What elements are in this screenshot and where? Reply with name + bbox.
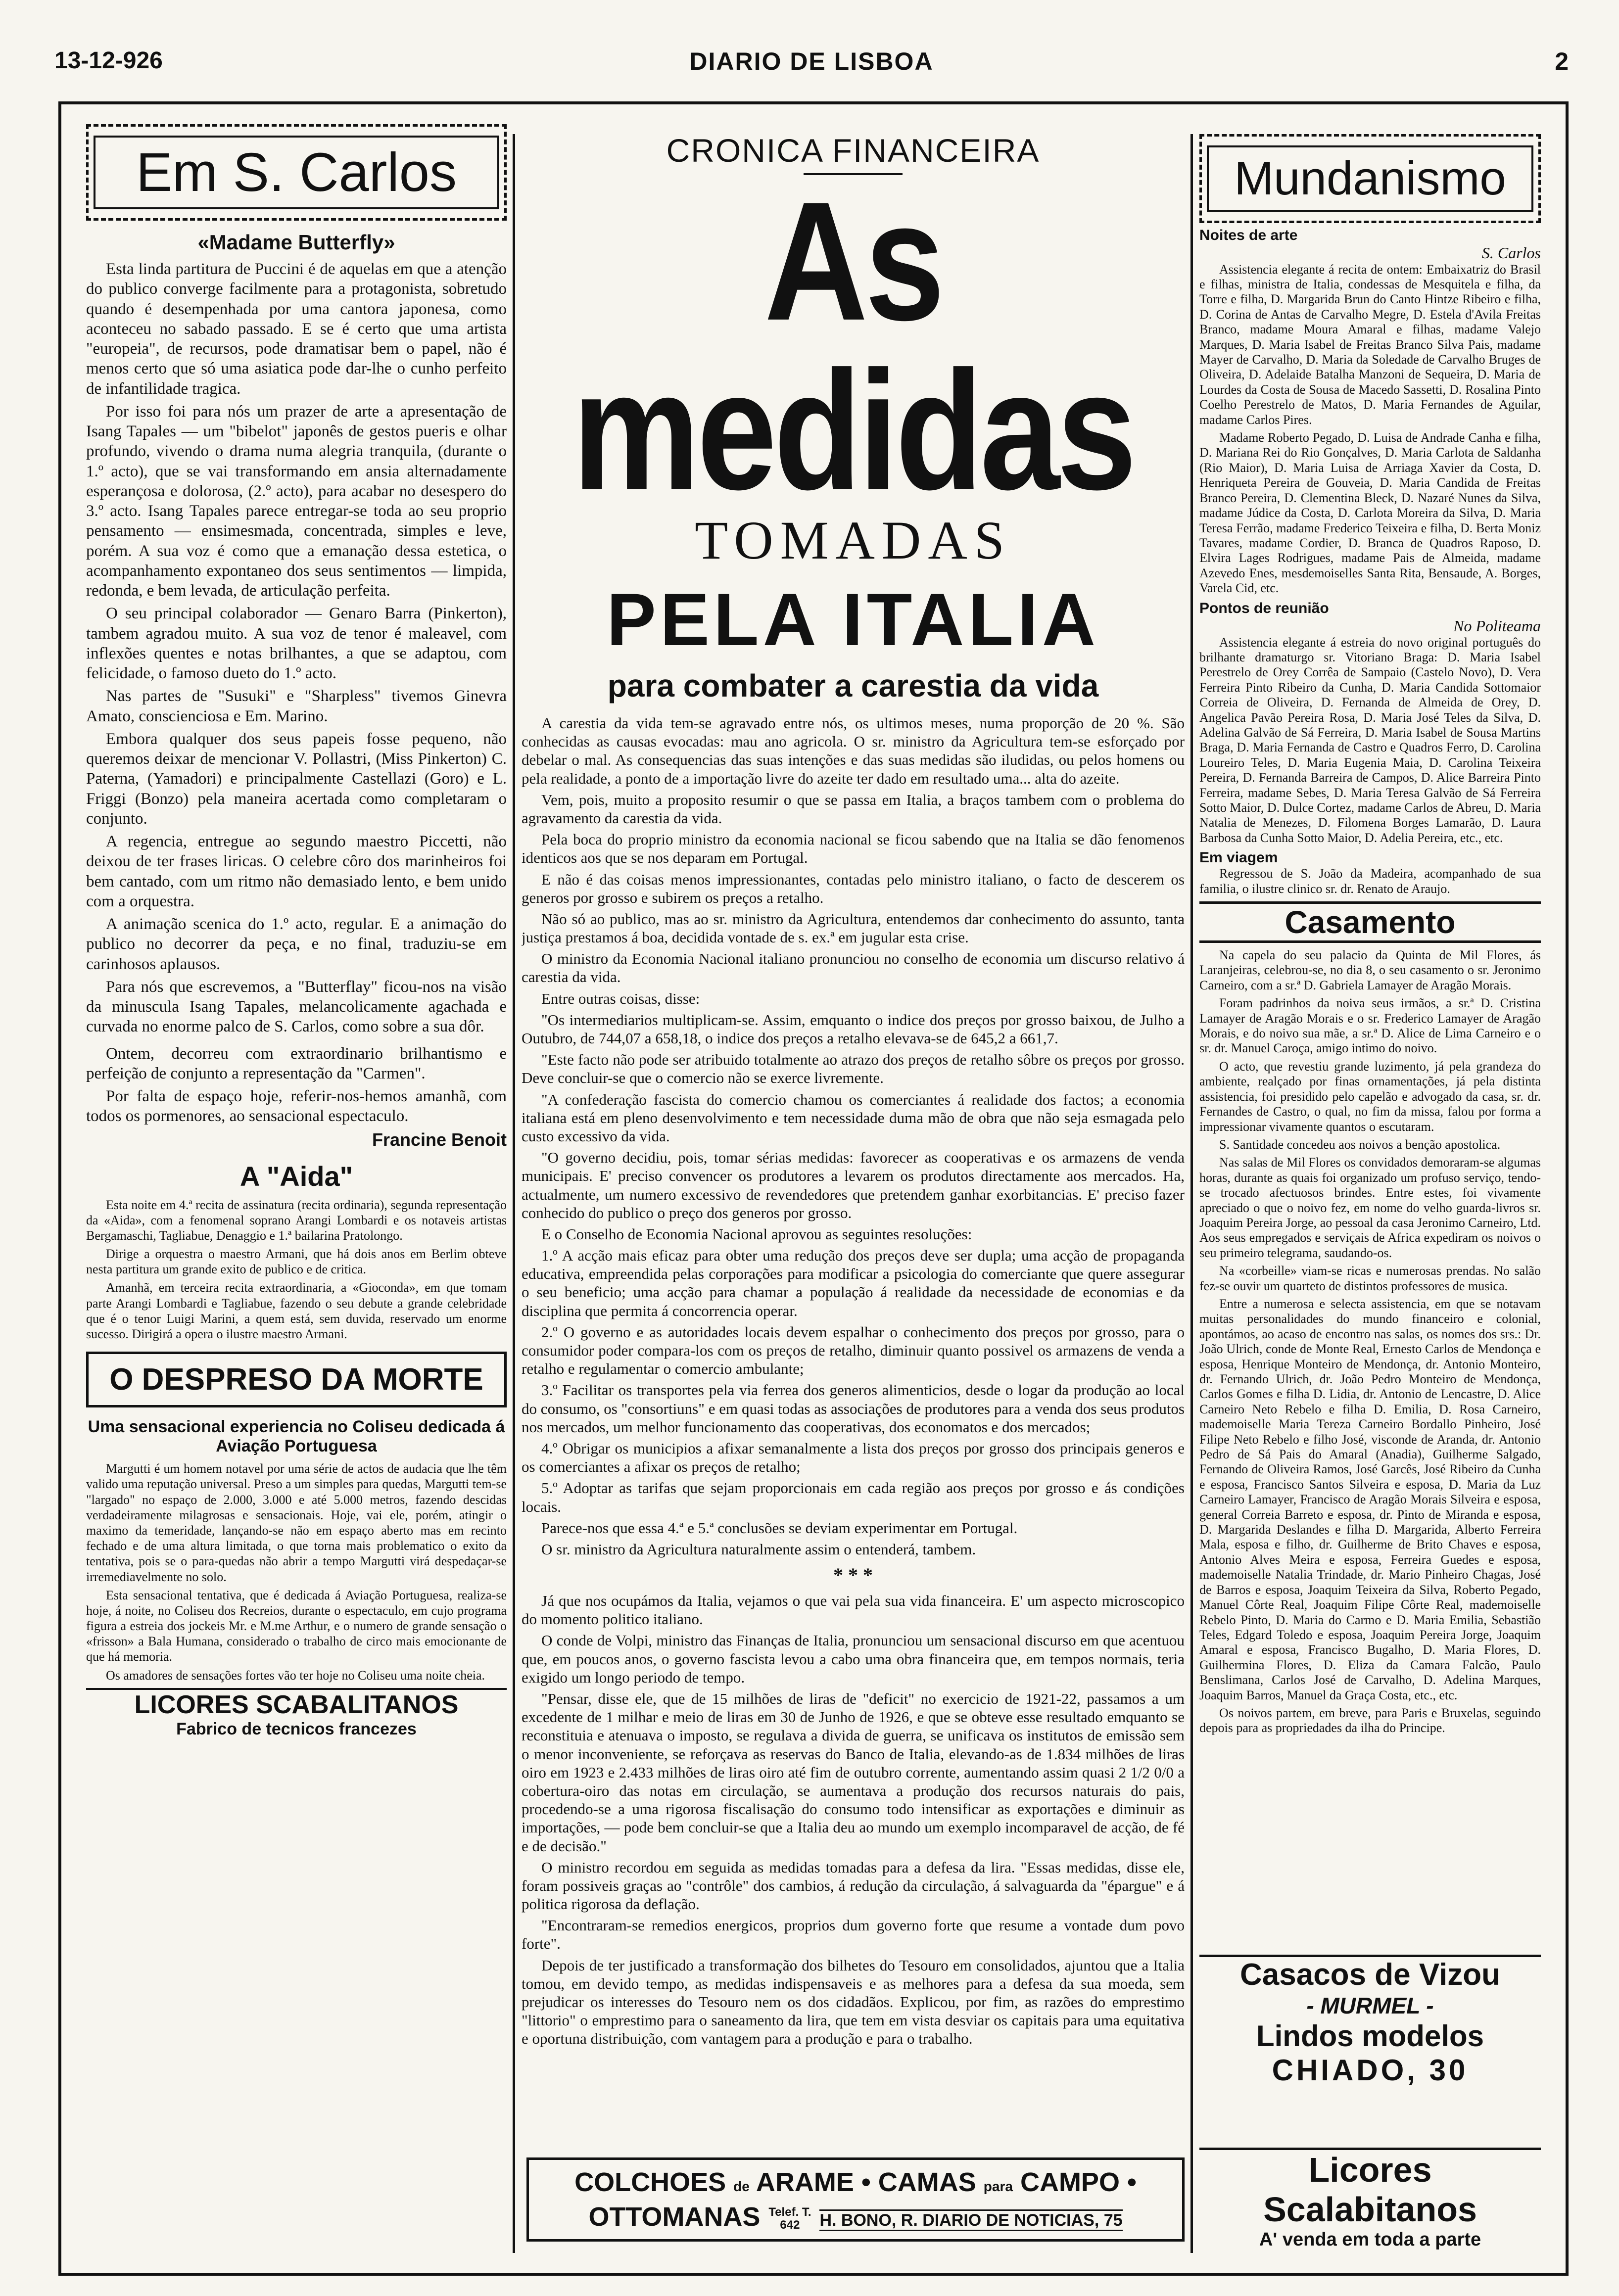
paragraph: Entre outras coisas, disse:	[541, 989, 700, 1007]
paragraph: O seu principal colaborador — Genaro Barra (Pinkerton), tambem agradou muito. A sua voz de tenor é maleavel, com inflexões quentes e notas brilhantes, a que se adaptou, com felicidade, o famoso dueto do 1.º acto.	[86, 605, 507, 682]
ad-licores-scalabitanos	[1199, 2148, 1541, 2250]
paragraph: 1.º A acção mais eficaz para obter uma redução dos preços deve ser dupla; uma acção de propaganda educativa, empreendida pelas corporações para modificar a psicologia do comerciante que quere assegurar o seu beneficio; uma acção para chamar a população á realidade da necessidade de economias e da disciplina que permita á concorrencia operar.	[522, 1247, 1185, 1319]
signature: Francine Benoit	[372, 1129, 507, 1150]
article-cronica-financeira	[522, 714, 1185, 2048]
ad-line: Licores Scalabitanos	[1263, 2151, 1477, 2229]
paragraph: Por falta de espaço hoje, referir-nos-hemos amanhã, com todos os pormenores, ao sensacional espectaculo.	[86, 1087, 507, 1125]
ad-despreso-da-morte: O DESPRESO DA MORTE	[86, 1352, 507, 1407]
ad-text: OTTOMANAS	[588, 2202, 761, 2232]
ad-line: Casacos de Vizou	[1239, 1958, 1501, 1992]
paragraph: Depois de ter justificado a transformação dos bilhetes do Tesouro em consolidados, ajuntou que a Italia tomou, em devido tempo, as medidas indispensaveis e as melhores para a defesa da sua moeda, sem prejudicar os interesses do Tesouro nem os dos cidadãos. Explicou, por fim, as razões do emprestimo "littorio" o emprestimo para o saneamento da lira, que tem em vista desviar os capitais para uma equitativa e oportuna distribuição, com vantagem para a produção e para o trabalho.	[522, 1956, 1185, 2048]
section-box-mundanismo	[1199, 134, 1541, 223]
paragraph: "A confederação fascista do comercio chamou os comerciantes á realidade dos factos; a economia italiana está em pleno desenvolvimento e tem necessidade duma mão de obra que não seja esmagada pelo custo excessivo da vida.	[522, 1090, 1185, 1145]
paragraph: O conde de Volpi, ministro das Finanças de Italia, pronunciou um sensacional discurso em que acentuou que, em poucos anos, o governo fascista levou a cabo uma obra financeira que, em tempos normais, teria exigido um longo periodo de tempo.	[522, 1632, 1185, 1686]
paragraph: O ministro da Economia Nacional italiano pronunciou no conselho de economia um discurso relativo á carestia da vida.	[522, 950, 1185, 986]
column-right	[1199, 104, 1541, 2273]
paragraph: "Os intermediarios multiplicam-se. Assim, emquanto o indice dos preços por grosso baixou, de Julho a Outubro, de 744,07 a 658,18, o indice dos preços a retalho elevava-se de 645,2 a 661,7.	[522, 1011, 1185, 1047]
paragraph: Parece-nos que essa 4.ª e 5.ª conclusões se deviam experimentar em Portugal.	[541, 1519, 1018, 1537]
headline-deck: para combater a carestia da vida	[607, 668, 1099, 703]
paragraph: Os amadores de sensações fortes vão ter hoje no Coliseu uma noite cheia.	[106, 1668, 485, 1683]
ad-line: Lindos modelos	[1256, 2019, 1484, 2053]
paragraph: Madame Roberto Pegado, D. Luisa de Andrade Canha e filha, D. Mariana Rei do Rio Gonçalves, D. Maria Carlota de Saldanha (Rio Maior), D. Maria Luisa de Arriaga Xavier da Costa, D. Henriqueta Pereira de Gouveia, D. Maria Candida de Freitas Branco Pereira, D. Clementina Bleck, D. Nazaré Nunes da Silva, madame Júdice da Costa, D. Carlota Moreira da Silva, D. Maria Teresa Ferrão, madame Frederico Teixeira e filha, D. Berta Moniz Tavares, madame Cordier, D. Branca de Quadros Raposo, D. Elvira Lages Rodrigues, madame Pais de Almeida, madame Azevedo Enes, mesdemoiselles Santa Rita, Bensaude, A. Borges, Varela Cid, etc.	[1199, 430, 1541, 596]
paragraph: A animação scenica do 1.º acto, regular. E a animação do publico no decorrer da peça, e no final, traduziu-se em carinhosos aplausos.	[86, 915, 507, 973]
paragraph: A regencia, entregue ao segundo maestro Piccetti, não deixou de ter frases liricas. O celebre côro dos marinheiros foi bem cantado, com um ritmo não demasiado lento, e bem unido com a orquestra.	[86, 833, 507, 910]
paragraph: Esta linda partitura de Puccini é de aquelas em que a atenção do publico converge facilmente para a protagonista, sobretudo quando é desempenhada por uma cantora japonesa, como aconteceu no sabado passado. E se é certo que uma artista "europeia", de recursos, pode dramatisar bem o papel, não é menos certo que só uma asiatica pode dar-lhe o cunho perfeito de infantilidade tragica.	[86, 260, 507, 398]
ad-line: CHIADO, 30	[1272, 2054, 1469, 2087]
ad-licores-scabalitanos	[86, 1688, 507, 1739]
page-number: 2	[1555, 47, 1569, 75]
paragraph: Margutti é um homem notavel por uma série de actos de audacia que lhe têm valido uma reputação universal. Preso a um simples para quedas, Margutti tem-se "largado" no espaço de 2.000, 3.000 e até 5.000 metros, fazendo descidas verdadeiramente milagrosas e sensacionais. Hoje, vai ele, porém, atingir o maximo da temeridade, lançando-se não em espaço aberto mas em recinto fechado e de uma altura limitada, o que torna mais problematico o exito da tentativa, pois se o para-quedas não abrir a tempo Margutti virá despedaçar-se irremediavelmente no solo.	[86, 1461, 507, 1584]
column-divider	[513, 134, 515, 2253]
ad-line	[529, 2200, 1182, 2234]
section-title: Mundanismo	[1207, 145, 1533, 212]
ad-text: de	[733, 2179, 750, 2194]
ad-line: A' venda em toda a parte	[1259, 2229, 1481, 2250]
kicker: CRONICA FINANCEIRA	[666, 132, 1040, 169]
paragraph: Dirige a orquestra o maestro Armani, que há dois anos em Berlim obteve nesta partitura um grande exito de publico e de critica.	[86, 1247, 507, 1277]
ad-text: COLCHOES	[574, 2167, 726, 2197]
paragraph: "Encontraram-se remedios energicos, proprios dum governo forte que resume a vontade dum povo forte".	[522, 1917, 1185, 1953]
paragraph: A carestia da vida tem-se agravado entre nós, os ultimos meses, numa proporção de 20 %. São conhecidas as causas evocadas: mau ano agricola. O sr. ministro da Agricultura tem-se esforçado por debelar o mal. As consequencias das suas intenções e das suas medidas são iludidas, ou pelos homens ou pela realidade, a ponto de a importação livre do azeite ter dado em resultado uma... alta do azeite.	[522, 714, 1185, 787]
paragraph: Esta sensacional tentativa, que é dedicada á Aviação Portuguesa, realiza-se hoje, á noite, no Coliseu dos Recreios, durante o espectaculo, em cujo programa figura a estreia dos jockeis Mr. e M.me Arthur, e o numero de grande sensação o «frisson» a Bala Humana, considerado o trabalho de circo mais emocionante de que há memoria.	[86, 1588, 507, 1664]
paragraph: Não só ao publico, mas ao sr. ministro da Agricultura, entendemos dar conhecimento do assunto, tanta justiça prestamos á boa, decidida vontade de s. ex.ª em jugular esta crise.	[522, 910, 1185, 946]
paragraph: Pela boca do proprio ministro da economia nacional se ficou sabendo que na Italia se dão fenomenos identicos aos que se nos deparam em Portugal.	[522, 831, 1185, 867]
paragraph: O sr. ministro da Agricultura naturalmente assim o entenderá, tambem.	[541, 1540, 976, 1558]
paragraph: "O governo decidiu, pois, tomar sérias medidas: favorecer as cooperativas e os armazens de venda municipais. E' preciso convencer os produtores a levarem os produtos directamente aos mercados. Ha, actualmente, um numero excessivo de revendedores que pretendem ganhar exorbitancias. E' preciso fazer conhecido do publico o preço dos generos por grosso.	[522, 1149, 1185, 1221]
paragraph: 2.º O governo e as autoridades locais devem espalhar o conhecimento dos preços por grosso, para o consumidor poder compara-los com os preços de retalho, diminuir quanto possivel os armazens de venda a retalho e regulamentar o comercio ambulante;	[522, 1323, 1185, 1378]
subsection-title: Em viagem	[1199, 849, 1278, 866]
venue: S. Carlos	[1481, 243, 1541, 262]
paragraph: "Este facto não pode ser atribuido totalmente ao atrazo dos preços de retalho sôbre os preços por grosso. Deve concluir-se que o comercio não se exerce livremente.	[522, 1051, 1185, 1087]
article-madame-butterfly	[86, 259, 507, 1126]
ad-text: para	[983, 2179, 1013, 2194]
paragraph: Esta noite em 4.ª recita de assinatura (recita ordinaria), segunda representação da «Aida», com a fenomenal soprano Arangi Lombardi e os notaveis artistas Bergamaschi, Tagliabue, Denaggio e 1.ª bailarina Pratolongo.	[86, 1197, 507, 1243]
section-title: Em S. Carlos	[94, 136, 499, 209]
paragraph: Assistencia elegante á estreia do novo original português do brilhante dramaturgo sr. Vitoriano Braga: D. Maria Isabel Perestrelo de Orey Corrêa de Sampaio (Castelo Novo), D. Vera Ferreira Pinto Ribeiro da Cunha, D. Maria Candida Sottomaior Correia de Oliveira, D. Fernanda de Almeida de Orey, D. Angelica Pavão Pereira Rosa, D. Maria José Teles da Silva, D. Adelina Galvão de Sá Ferreira, D. Maria Isabel de Sousa Martins Braga, D. Maria Fernanda de Castro e Quadros Ferro, D. Carolina Loureiro Teles, D. Maria Eugenia Maia, D. Carolina Teixeira Pereira, D. Fernanda Barreira de Campos, D. Alice Barreira Pinto Ferreira, madame Sebes, D. Maria Teresa Galvão de Sá Ferreira Sotto Maior, D. Dulce Cortez, madame Carlos de Abreu, D. Maria Natalia de Menezes, D. Filomena Borges Lamarão, D. Laura Barbosa da Cunha Sotto Maior, D. Adelia Pereira, etc., etc.	[1199, 635, 1541, 845]
paragraph: O ministro recordou em seguida as medidas tomadas para a defesa da lira. "Essas medidas, disse ele, foram possiveis graças ao "contrôle" dos cambios, á redução da circulação, á salvaguarda da "épargue" e á politica rigorosa da deflação.	[522, 1858, 1185, 1913]
paragraph: O acto, que revestiu grande luzimento, já pela grandeza do ambiente, realçado por finas ornamentações, já pela distinta assistencia, foi presidido pelo capelão e advogado da casa, sr. dr. Fernandes de Castro, o qual, no fim da missa, falou por forma a impressionar vivamente quantos o escutaram.	[1199, 1059, 1541, 1134]
paragraph: Foram padrinhos da noiva seus irmãos, a sr.ª D. Cristina Lamayer de Aragão Morais e o sr. Frederico Lamayer de Aragão Morais, e do noivo sua mãe, a sr.ª D. Alice de Lima Carneiro e o sr. dr. Manuel Caroça, amigo intimo do noivo.	[1199, 996, 1541, 1056]
ad-text: Telef. T. 642	[768, 2205, 811, 2232]
paragraph: E não é das coisas menos impressionantes, contadas pelo ministro italiano, o facto de descerem os generos por grosso e subirem os preços a retalho.	[522, 870, 1185, 906]
ad-colchoes-de-arame	[526, 2157, 1185, 2242]
column-divider	[1190, 134, 1193, 2253]
paragraph: Entre a numerosa e selecta assistencia, em que se notavam muitas personalidades do mundo financeiro e colonial, apontámos, ao acaso de encontro nas salas, os nomes dos srs.: Dr. João Ulrich, conde de Monte Real, Ernesto Carlos de Mendonça e esposa, Henrique Monteiro de Mendonça, dr. Antonio Monteiro, dr. Fernando Ulrich, dr. João Pedro Monteiro de Mendonça, Carlos Gomes e filha D. Lidia, dr. Antonio de Lencastre, D. Alice Carneiro Neto Rebelo e filha D. Emilia, D. Rosa Carneiro, mademoiselle Maria Tereza Carneiro Bordallo Pinheiro, José Filipe Neto Rebelo e filho José, visconde de Aranda, dr. Antonio Pedro de Sá Pais do Amaral (Anadia), Guilherme Salgado, Fernando de Oliveira Ramos, José Garcês, José Ribeiro da Cunha e esposa, Francisco Santos Silveira e esposa, D. Maria da Luz Carneiro Lamayer, Francisco de Aragão Morais Silveira e esposa, general Correia Barreto e esposa, dr. Pinto de Miranda e esposa, D. Margarida Deslandes e filha D. Margarida, Alberto Ferreira Mala, esposa e filho, dr. Guilherme de Brito Chaves e esposa, Antonio Alves Meira e esposa, Ferreira Guedes e esposa, mademoiselle Natalia Trindade, dr. Mario Pinheiro Chagas, José de Barros e esposa, Joaquim Teixeira da Silva, Roberto Pegado, Manuel Côrte Real, Joaquim Filipe Côrte Real, mademoiselle Rebelo Pinto, D. Maria do Carmo e D. Maria Emilia, Sebastião Teles, Edgard Toledo e esposa, Joaquim Pereira Jorge, Joaquim Amaral e esposa, Francisco Bugalho, D. Maria Flores, D. Guilhermina Flores, D. Eliza da Camara Falcão, Paulo Benslimana, Carlos José de Carvalho, D. Adelina Marques, Joaquim Barros, Manuel da Graça Costa, etc., etc.	[1199, 1296, 1541, 1702]
section-separator: * * *	[833, 1564, 873, 1587]
paragraph: Os noivos partem, em breve, para Paris e Bruxelas, seguindo depois para as propriedades da ilha do Principe.	[1199, 1705, 1541, 1735]
paragraph: 3.º Facilitar os transportes pela via ferrea dos generos alimenticios, desde o logar da produção ao local do consumo, os "consortiuns" e em quasi todas as associações de produtores para a venda dos seus produtos nos mercados, um melhor funcionamento das cooperativas, dos economatos e dos mercados;	[522, 1381, 1185, 1436]
paragraph: Nas salas de Mil Flores os convidados demoraram-se algumas horas, durante as quais foi organizado um profuso serviço, tendo-se trocado afectuosos brindes. Entre estes, foi vivamente apreciado o que o noivo fez, em nome do velho guarda-livros sr. Joaquim Pereira Jorge, ao pessoal da casa Jeronimo Carneiro, Ltd. Aos seus empregados e serviçais de Africa expediram os noivos o seu primeiro telegrama, saudando-os.	[1199, 1155, 1541, 1260]
paragraph: Na «corbeille» viam-se ricas e numerosas prendas. No salão fez-se ouvir um quarteto de distintos professores de musica.	[1199, 1264, 1541, 1293]
ad-line: - MURMEL -	[1306, 1993, 1434, 2018]
paragraph: Vem, pois, muito a proposito resumir o que se passa em Italia, a braços tambem com o problema do agravamento da carestia da vida.	[522, 791, 1185, 827]
issue-date: 13-12-926	[54, 47, 163, 74]
paragraph: Embora qualquer dos seus papeis fosse pequeno, não queremos deixar de mencionar V. Pollastri, (Miss Pinkerton) C. Paterna, (Yamadori) e principalmente Castellazi (Goro) e L. Friggi (Bonzo) pela maneira acertada como completaram o conjunto.	[86, 730, 507, 828]
paragraph: S. Santidade concedeu aos noivos a benção apostolica.	[1219, 1137, 1501, 1152]
ad-line: LICORES SCABALITANOS	[134, 1690, 459, 1719]
paragraph: Assistencia elegante á recita de ontem: Embaixatriz do Brasil e filhas, ministra de Italia, condessas de Mesquitela e filha, da Torre e filha, D. Margarida Brun do Canto Hintze Ribeiro e filha, D. Corina de Antas de Carvalho Megre, D. Estela d'Avila Freitas Branco, madame Moura Amaral e filhas, madame Valejo Marques, D. Maria Isabel de Freitas Branco Silva Pais, madame Mayer de Carvalho, D. Maria da Soledade de Carvalho Bruges de Oliveira, D. Adelaide Batalha Manzoni de Sequeira, D. Maria de Lourdes da Costa de Sousa de Macedo Sassetti, D. Rosalina Pinto Coelho Perestrelo de Matos, D. Maria Fernandes de Aguilar, madame Carlos Pires.	[1199, 262, 1541, 427]
section-box-em-s-carlos	[86, 124, 507, 221]
article-aida	[86, 1197, 507, 1342]
masthead	[54, 47, 1569, 75]
page-frame	[58, 101, 1569, 2276]
headline-main: As medidas	[572, 166, 1134, 525]
ad-text: H. BONO, R. DIARIO DE NOTICIAS, 75	[819, 2209, 1122, 2231]
article-title: «Madame Butterfly»	[197, 231, 395, 254]
ad-line: Fabrico de tecnicos francezes	[176, 1719, 417, 1738]
paragraph: Amanhã, em terceira recita extraordinaria, a «Gioconda», em que tomam parte Arangi Lombardi e Tagliabue, fazendo o seu debute a grande celebridade que é o tenor Luigi Marini, a quem está, sem duvida, reservado um enorme sucesso. Dirigirá a opera o ilustre maestro Armani.	[86, 1280, 507, 1341]
casamento-heading: Casamento	[1199, 901, 1541, 943]
paragraph: Ontem, decorreu com extraordinario brilhantismo e perfeição de conjunto a representação da "Carmen".	[86, 1044, 507, 1082]
article-coliseu	[86, 1461, 507, 1683]
venue: No Politeama	[1453, 616, 1541, 635]
subsection-title: Pontos de reunião	[1199, 600, 1329, 616]
subsection-title: Noites de arte	[1199, 227, 1298, 243]
article-title: A "Aida"	[239, 1160, 353, 1192]
ad-casacos-de-vizou	[1199, 1955, 1541, 2087]
paragraph: 4.º Obrigar os municipios a afixar semanalmente a lista dos preços por grosso dos principais generos e os comerciantes a afixar os preços de retalho;	[522, 1439, 1185, 1476]
column-center	[522, 104, 1185, 2273]
ad-text: CAMPO •	[1020, 2167, 1137, 2197]
ad-text: ARAME • CAMAS	[756, 2167, 976, 2197]
paragraph: Regressou de S. João da Madeira, acompanhado de sua familia, o ilustre clinico sr. dr. Renato de Araujo.	[1199, 866, 1541, 896]
ad-line	[529, 2165, 1182, 2200]
headline-second: TOMADAS	[695, 510, 1011, 570]
headline-third: PELA ITALIA	[606, 578, 1100, 661]
paragraph: Já que nos ocupámos da Italia, vejamos o que vai pela sua vida financeira. E' um aspecto microscopico do momento politico italiano.	[522, 1592, 1185, 1628]
paragraph: "Pensar, disse ele, que de 15 milhões de liras de "deficit" no exercicio de 1921-22, passamos a um excedente de 1 milhar e meio de liras em 30 de Junho de 1926, e que se obteve esse resultado emquanto se reconstituia e atenuava o imposto, se regulava a divida de guerra, se unificava os institutos de emissão sem o menor inconveniente, se reforçava as reservas do Banco de Italia, elevando-as de 1.834 milhões de liras oiro em 1923 e 2.433 milhões de liras oiro até fim de outubro corrente, aumentando assim quasi 2 1/2 0/0 a cobertura-oiro das notas em circulação, se aumentava a produção dos recursos naturais do pais, procedendo-se a uma rigorosa fiscalisação do consumo todo intensificar as exportações e diminuir as importações, — pode bem concluir-se que a Italia deu ao mundo um exemplo incomparavel de acção, de fé e de decisão."	[522, 1690, 1185, 1855]
paragraph: 5.º Adoptar as tarifas que sejam proporcionais em cada região aos preços por grosso e ás condições locais.	[522, 1479, 1185, 1515]
paragraph: Por isso foi para nós um prazer de arte a apresentação de Isang Tapales — um "bibelot" japonês de gestos pueris e olhar profundo, vivendo o drama numa alegria tranquila, (durante o 1.º acto), que se vai transformando em ansia alternadamente esperançosa e dolorosa, (2.º acto), para acabar no desespero do 3.º acto. Isang Tapales parece entregar-se toda ao seu proprio pensamento — ensimesmada, concentrada, simples e leve, porém. A sua voz é como que a emanação dessa estetica, o acompanhamento expontaneo dos seus sentimentos — limpida, redonda, e bem levada, de articulação perfeita.	[86, 402, 507, 600]
newspaper-title: DIARIO DE LISBOA	[689, 47, 934, 75]
article-title: Uma sensacional experiencia no Coliseu dedicada á Aviação Portuguesa	[88, 1417, 505, 1456]
paragraph: Na capela do seu palacio da Quinta de Mil Flores, ás Laranjeiras, celebrou-se, no dia 8, o seu casamento o sr. Jeronimo Carneiro, com a sr.ª D. Gabriela Lamayer de Aragão Morais.	[1199, 948, 1541, 992]
paragraph: Para nós que escrevemos, a "Butterflay" ficou-nos na visão da minuscula Isang Tapales, melancolicamente agachada e curvada no enorme palco de S. Carlos, como sobre a sua dôr.	[86, 978, 507, 1036]
paragraph: Nas partes de "Susuki" e "Sharpless" tivemos Ginevra Amato, conscienciosa e Em. Marino.	[86, 687, 507, 725]
column-left	[86, 104, 507, 2273]
paragraph: E o Conselho de Economia Nacional aprovou as seguintes resoluções:	[541, 1225, 972, 1243]
